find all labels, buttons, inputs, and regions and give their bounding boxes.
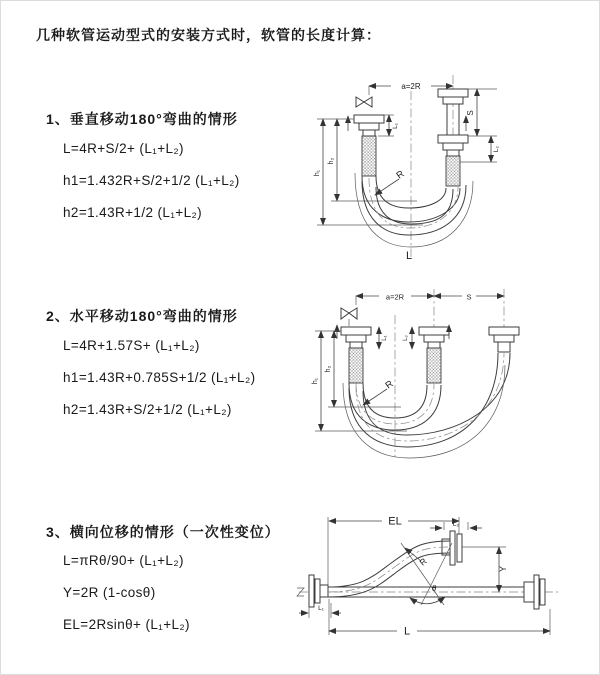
dimension-l1 (299, 603, 341, 618)
valve-icon (356, 97, 372, 107)
section-1-formula-h1: h1=1.432R+S/2+1/2 (L₁+L₂) (63, 173, 240, 188)
radius-leader (405, 548, 429, 568)
section-2-formula-h2: h2=1.43R+S/2+1/2 (L₁+L₂) (63, 402, 232, 417)
dim-label-l2: L₂ (403, 335, 409, 341)
section-1-formula-h2: h2=1.43R+1/2 (L₁+L₂) (63, 205, 203, 220)
radius-leader (375, 168, 407, 195)
dim-label-h2: h₂ (325, 365, 332, 373)
left-flange-assembly (354, 115, 384, 176)
dim-label-l2: L₂ (493, 145, 500, 153)
left-flange-assembly (341, 327, 371, 383)
dim-label-l: L (403, 625, 411, 638)
centerlines (395, 289, 504, 457)
section-1-formula-L: L=4R+S/2+ (L₁+L₂) (63, 141, 184, 156)
dim-label-l1: L₁ (318, 605, 324, 612)
page-title: 几种软管运动型式的安装方式时，软管的长度计算： (36, 27, 381, 43)
length-label: L (405, 250, 413, 262)
dimension-l2 (430, 521, 482, 530)
dim-label-l2: L₂ (452, 521, 460, 528)
middle-flange-assembly (419, 327, 449, 383)
section-3-formula-Y: Y=2R (1-cosθ) (63, 585, 156, 600)
dim-label-s: S (466, 292, 472, 302)
diagram-lateral-displacement (294, 499, 594, 651)
dim-label-l1: L₁ (382, 335, 388, 341)
dim-label-l1: L₁ (392, 123, 399, 129)
section-3-formula-EL: EL=2Rsinθ+ (L₁+L₂) (63, 617, 190, 632)
dim-label-a2r: a=2R (401, 82, 421, 91)
right-flange-assembly (524, 575, 545, 609)
dim-label-h1: h₁ (314, 169, 321, 177)
right-flange-assembly (489, 327, 519, 352)
upper-flange-assembly (442, 531, 462, 565)
section-3-formula-L: L=πRθ/90+ (L₁+L₂) (63, 553, 184, 568)
dimension-s (434, 292, 504, 302)
dim-label-a2r: a=2R (385, 292, 405, 302)
angle-label: θ (431, 584, 437, 593)
section-1-heading: 1、垂直移动180°弯曲的情形 (46, 111, 238, 127)
section-2-formula-h1: h1=1.43R+0.785S+1/2 (L₁+L₂) (63, 370, 256, 385)
right-pipe-assembly (438, 89, 468, 186)
radius-label: R (417, 555, 429, 568)
dimension-y (462, 547, 508, 592)
dimension-l1-l2 (379, 327, 412, 349)
section-2-formula-L: L=4R+1.57S+ (L₁+L₂) (63, 338, 200, 353)
dim-label-h2: h₂ (328, 157, 335, 165)
dimension-l (329, 599, 550, 638)
diagram-vertical-180-bend (301, 69, 577, 265)
diagram-horizontal-180-bend (299, 283, 594, 463)
valve-icon (341, 308, 357, 326)
radius-leader (363, 378, 396, 405)
dim-label-el: EL (388, 515, 402, 528)
radius-label: R (383, 378, 396, 392)
dim-label-h1: h₁ (312, 377, 319, 385)
dim-label-y: Y (498, 565, 508, 573)
dim-label-s: S (466, 110, 475, 116)
dimension-a2r (356, 292, 434, 305)
radius-label: R (394, 168, 407, 182)
left-flange-assembly (309, 575, 328, 607)
section-2-heading: 2、水平移动180°弯曲的情形 (46, 308, 238, 324)
section-3-heading: 3、横向位移的情形（一次性变位） (46, 524, 280, 540)
hose-curves (343, 353, 510, 458)
